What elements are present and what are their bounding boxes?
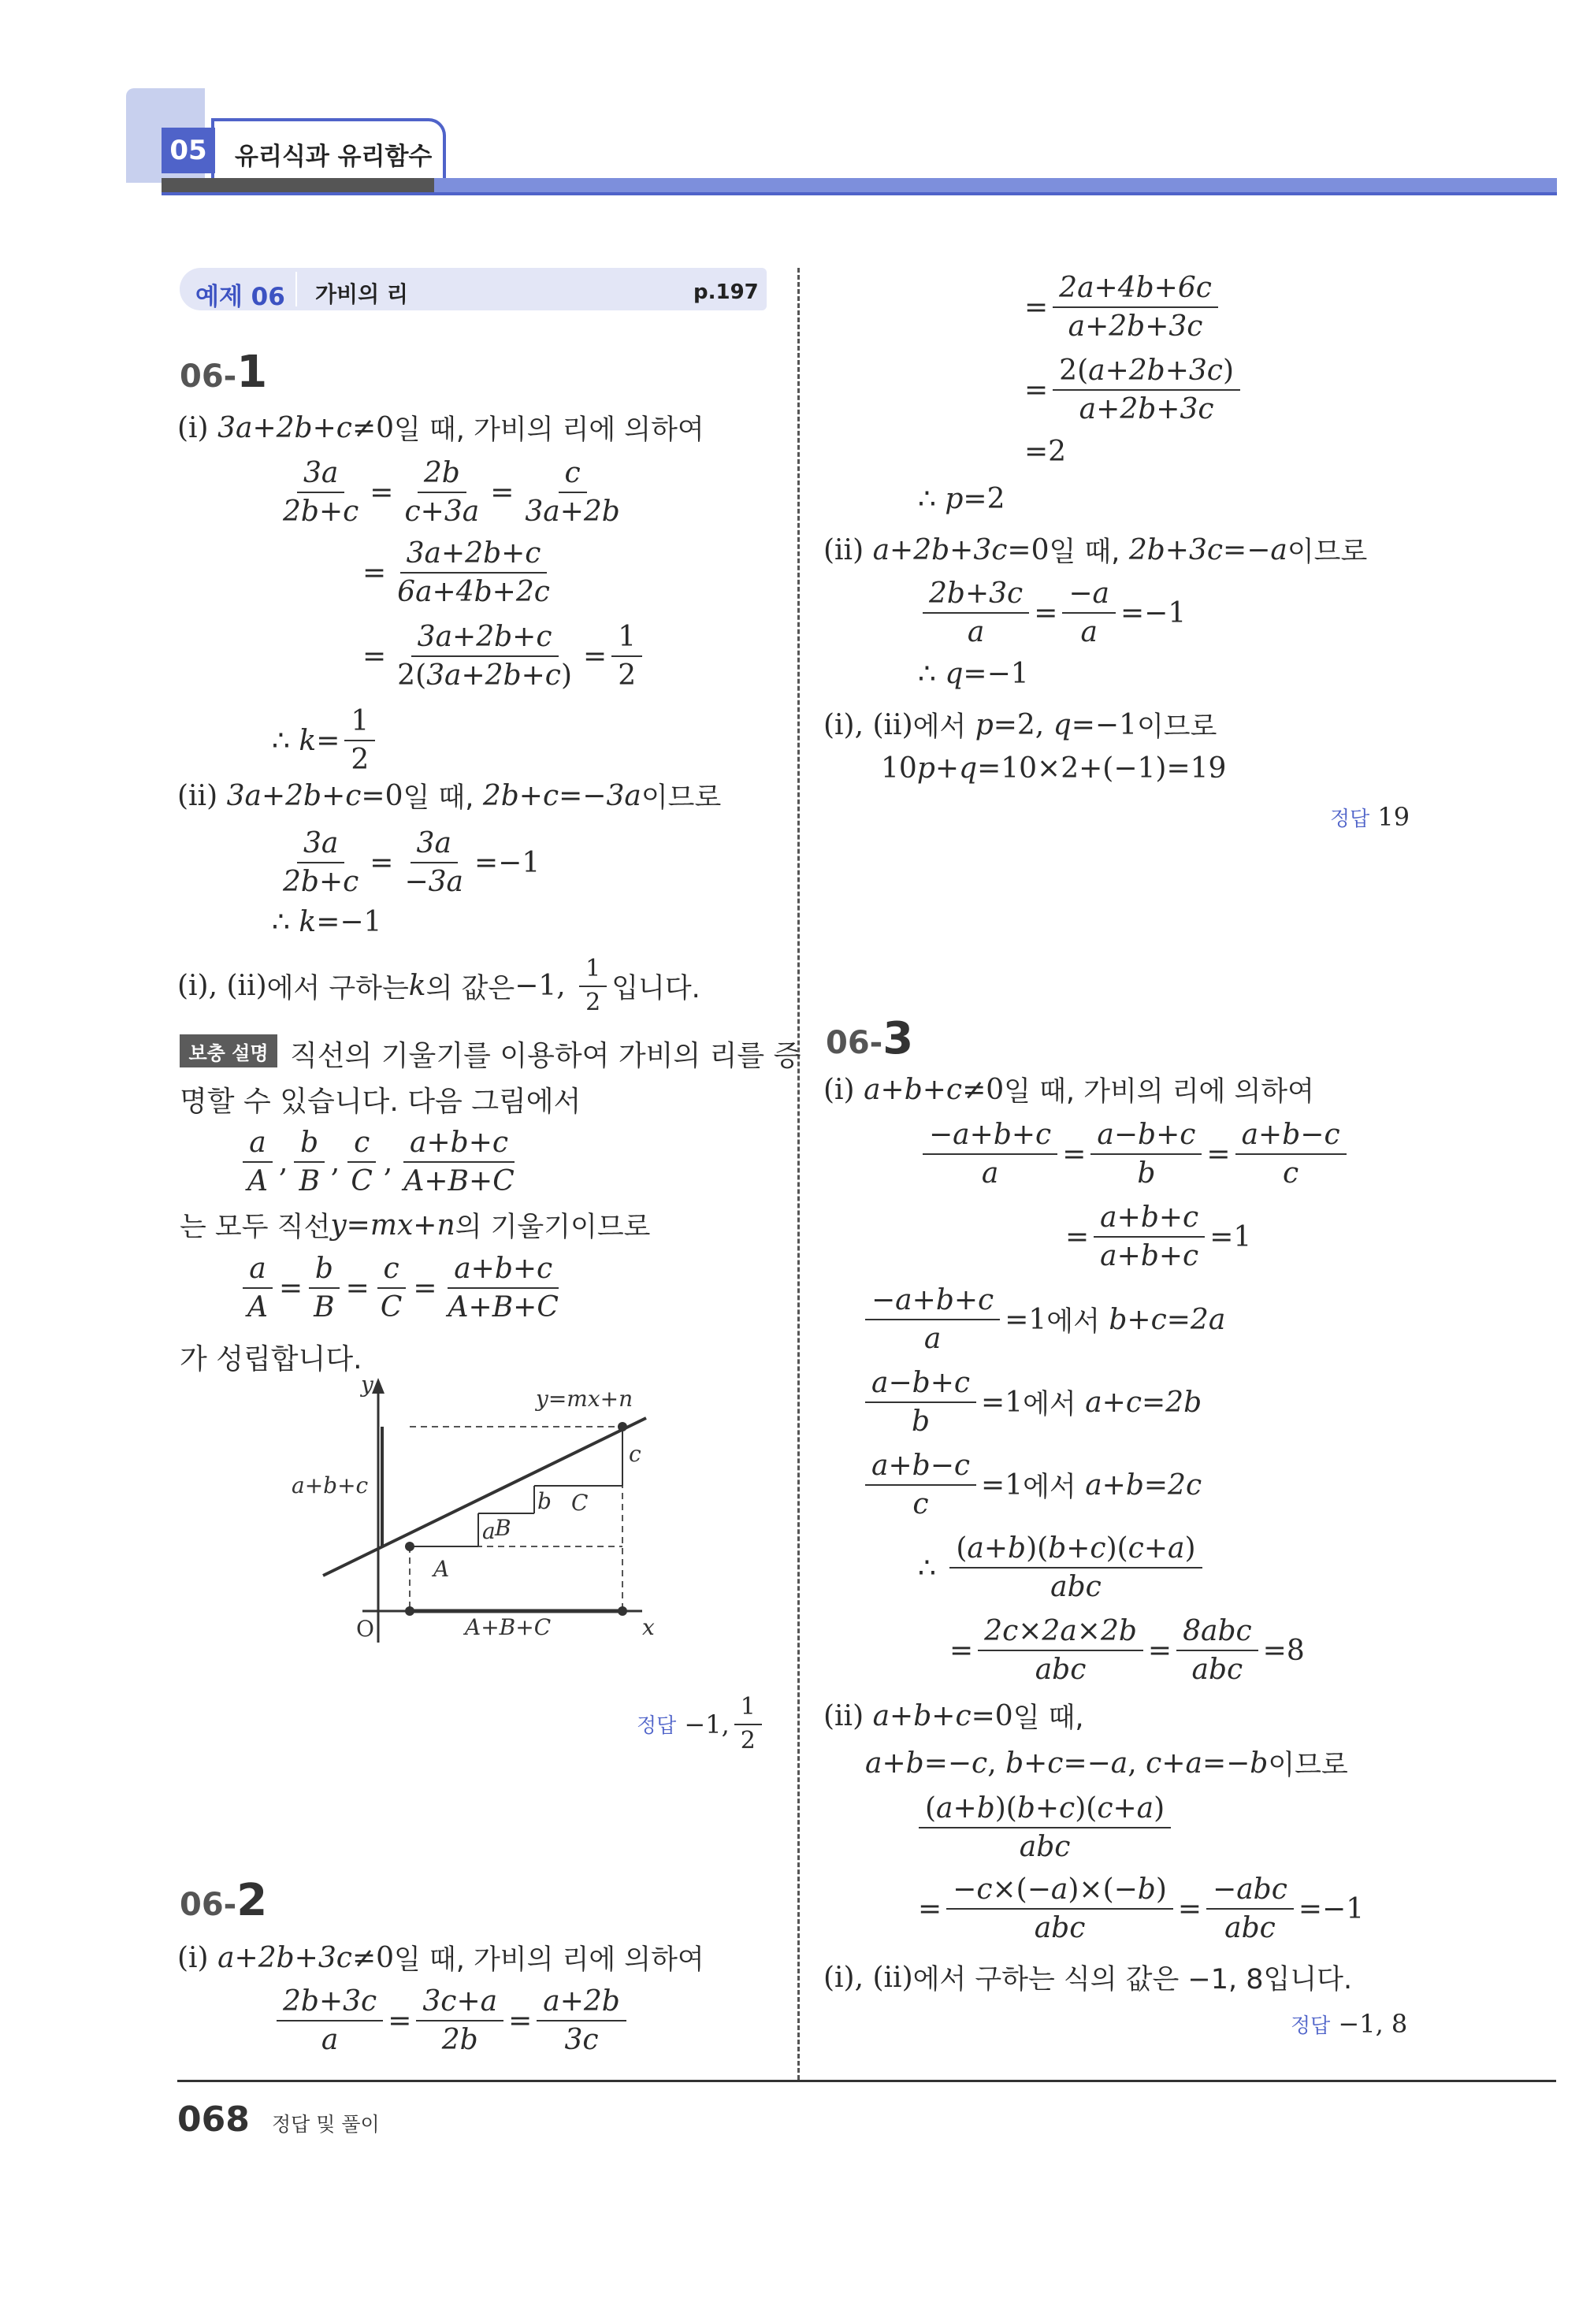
origin-label: O [356,1616,374,1642]
p3-case2-expr: $\frac{(a+b)(b+c)(c+a)}{\text{abc}}$ [914,1792,1176,1864]
label-a-b-c: a+b+c [292,1472,369,1498]
p2-ratio-step2: = $\frac{2a+4b+6c}{a+2b+3c}$ [1024,272,1223,343]
p2-ratio-step3: = $\frac{2(a+2b+3c)}{a+2b+3c}$ [1024,355,1245,426]
header-rule [162,192,1557,195]
label-A-B-C: A+B+C [465,1614,552,1640]
footer-label: 정답 및 풀이 [272,2113,380,2136]
p2-conclusion-b: 10 p + q =10×2+(−1)=19 [881,752,1227,785]
p3-eq3: $\frac{a+b-c}{c}$ =1 에서 a + b = 2c [860,1450,1202,1521]
p1-case1-statement: (ⅰ) 3a + 2b + c ≠0 일 때, 가비의 리에 의하여 [177,411,704,446]
p3-conclusion: (ⅰ), (ⅱ) 에서 구하는 식의 값은 −1, 8입니다. [823,1961,1353,1995]
p3-answer: 정답 −1, 8 [1291,2009,1408,2039]
problem-heading-06-1: 06-1 [180,347,268,398]
p3-case2-sums: a + b =− c , b + c =− a , c + a =− b 이므로 [865,1747,1348,1781]
point-bottom-right [618,1606,627,1616]
p1-conclusion: (ⅰ), (ⅱ) 에서 구하는 k 의 값은 −1, $\frac{1}{2}$ 입니다. [177,955,700,1016]
p2-answer: 정답 19 [1330,802,1410,832]
slope-diagram [284,1375,662,1658]
p3-case2-statement: (ⅱ) a + b + c =0 일 때, [823,1699,1084,1734]
p1-ratio-equation: $\frac{3a}{2b+c}$ = $\frac{2b}{c+3a}$ = $\frac{c}{3a+2b}$ [283,457,620,529]
x-axis-label: x [642,1614,655,1640]
line-label: y=mx+n [536,1386,633,1412]
p1-case2-statement: (ⅱ) 3a + 2b + c =0 일 때, 2b + c =− 3a 이므로 [177,779,722,814]
label-C: C [571,1490,589,1516]
label-a: a [482,1518,496,1544]
line-y-mx-n [323,1418,646,1576]
p3-ratio-step2: = $\frac{a+b+c}{a+b+c}$ =1 [1065,1201,1252,1273]
p3-case1-statement: (ⅰ) a + b + c ≠0 일 때, 가비의 리에 의하여 [823,1073,1314,1108]
label-b: b [537,1488,552,1514]
supplement-line4: 가 성립합니다. [180,1343,362,1375]
supplement-line1: 직선의 기울기를 이용하여 가비의 리를 증 [290,1040,801,1072]
p3-product-value: = $\frac{2c\times 2a\times 2b}{\text{abc}}$ = $\frac{\text{8abc}}{\text{abc}}$ =8 [949,1615,1305,1687]
p1-k-minus1: ∴ k =−1 [272,906,382,938]
chapter-number-badge: 05 [162,128,215,173]
p1-ratio-step2: = $\frac{3a+2b+c}{6a+4b+2c}$ [362,537,550,609]
p1-ratio-step3: = $\frac{3a+2b+c}{2(3a+2b+c)}$ = $\frac{1}{2}$ [362,621,647,692]
label-c: c [629,1441,641,1467]
p3-eq1: $\frac{-a+b+c}{a}$ =1 에서 b + c = 2a [860,1284,1225,1356]
point-bottom-left [405,1606,414,1616]
y-axis-arrow [372,1378,385,1394]
p3-product-expr: ∴ $\frac{(a+b)(b+c)(c+a)}{\text{abc}}$ [918,1532,1207,1604]
supplement-line3: 는 모두 직선 y = mx + n 의 기울기이므로 [180,1208,651,1243]
p2-ratio-step4: =2 [1024,436,1067,468]
example-title: 가비의 리 [315,281,408,307]
p2-conclusion-a: (ⅰ), (ⅱ) 에서 p =2, q =−1 이므로 [823,708,1217,743]
supplement-ratios-list: $\frac{a}{A}$ , $\frac{b}{B}$ , $\frac{c}{C}$ , $\frac{a+b+c}{A+B+C}$ [236,1127,526,1198]
example-box-separator [295,272,297,306]
p2-p-equals: ∴ p =2 [918,483,1005,515]
p2-case2-ratio: $\frac{2b+3c}{a}$ = $\frac{-a}{a}$ =−1 [918,577,1186,649]
p1-case2-ratio: $\frac{3a}{2b+c}$ = $\frac{3a}{-3a}$ =−1 [283,827,541,899]
label-A: A [433,1556,450,1582]
header-bar-blue [434,178,1557,194]
p3-ratio-equation: $\frac{-a+b+c}{a}$ = $\frac{a-b+c}{b}$ = $\frac{a+b-c}{c}$ [918,1119,1351,1190]
problem-heading-06-3: 06-3 [826,1013,914,1064]
p1-k-half: ∴ k = $\frac{1}{2}$ [272,705,380,777]
p1-answer: 정답 −1, $\frac{1}{2}$ [637,1694,767,1754]
p2-ratio-equation: $\frac{2b+3c}{a}$ = $\frac{3c+a}{2b}$ = $\frac{a+2b}{3c}$ [272,1985,631,2057]
p2-case1-statement: (ⅰ) a + 2b + 3c ≠0 일 때, 가비의 리에 의하여 [177,1941,704,1976]
page-number: 068 [177,2099,250,2140]
column-divider [797,268,800,2080]
p3-eq2: $\frac{a-b+c}{b}$ =1 에서 a + c = 2b [860,1367,1202,1439]
chapter-title: 유리식과 유리함수 [235,143,433,171]
supplement-equality: $\frac{a}{A}$ = $\frac{b}{B}$ = $\frac{c}{C}$ = $\frac{a+b+c}{A+B+C}$ [236,1253,570,1324]
point-left [405,1542,414,1551]
supplement-badge: 보충 설명 [180,1034,277,1067]
example-label: 예제 06 [195,283,285,311]
y-axis-label: y [361,1375,373,1398]
p2-case2-statement: (ⅱ) a + 2b + 3c =0 일 때, 2b + 3c =− a 이므로 [823,533,1368,568]
supplement-line2: 명할 수 있습니다. 다음 그림에서 [180,1086,581,1118]
header-bar-gray [162,178,434,194]
footer-rule [177,2080,1556,2082]
p2-q-equals: ∴ q =−1 [918,658,1029,690]
example-page-ref: p.197 [693,280,759,304]
label-B: B [495,1515,511,1541]
p3-case2-value: = $\frac{-c\times(-a)\times(-b)}{\text{abc}}$ = $\frac{\text{−abc}}{\text{abc}}$ =−1 [918,1873,1365,1945]
point-right [618,1422,627,1431]
problem-heading-06-2: 06-2 [180,1875,268,1926]
